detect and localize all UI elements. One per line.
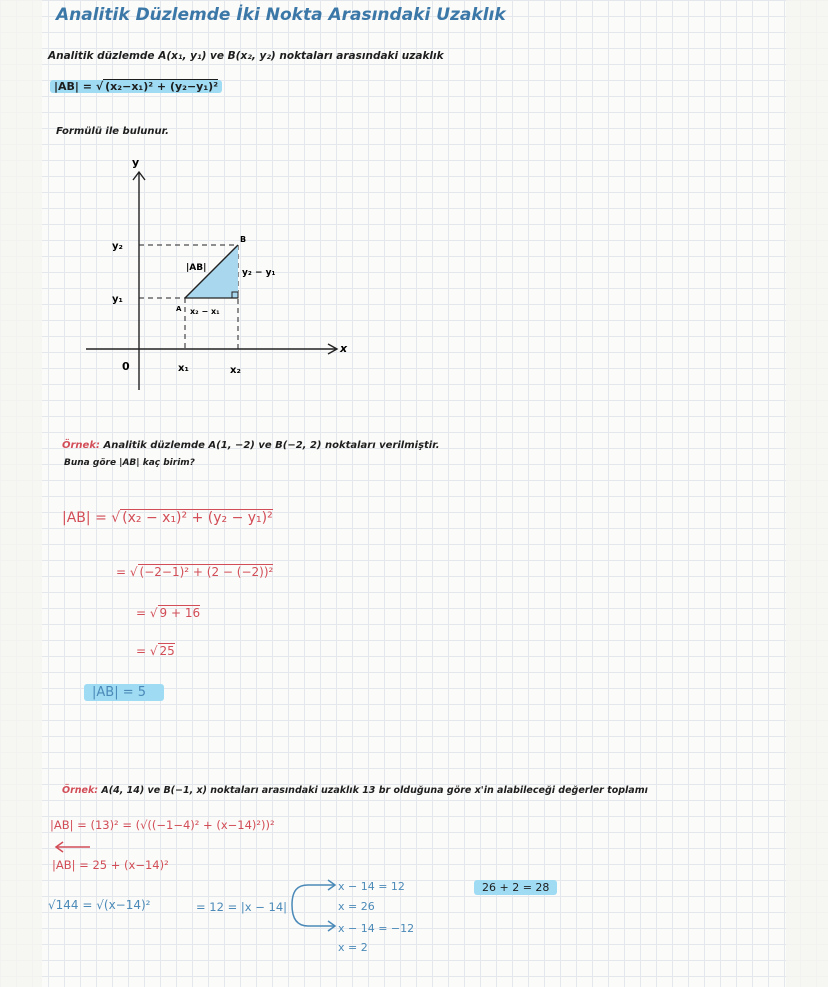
left-margin [0, 0, 42, 987]
example1-step3: = √ 9 + 16 [136, 606, 201, 620]
example1-step2: = √ (−2−1)² + (2 − (−2))² [116, 565, 274, 579]
example2-answer: 26 + 2 = 28 [474, 880, 557, 895]
ab-label: |AB| [186, 263, 207, 273]
y1-label: y₁ [112, 294, 123, 305]
step2-radical: (−2−1)² + (2 − (−2))² [139, 565, 274, 579]
branch-arrows-icon [288, 876, 340, 934]
step1-radical: (x₂ − x₁)² + (y₂ − y₁)² [122, 510, 273, 526]
example1-question: Buna göre |AB| kaç birim? [64, 458, 195, 468]
example2-line2: |AB| = 25 + (x−14)² [52, 858, 169, 872]
example2-line3: √144 = √(x−14)² [48, 898, 151, 912]
dx-label: x₂ − x₁ [190, 307, 220, 316]
example2-title [62, 785, 648, 796]
origin-label: 0 [122, 360, 130, 373]
case1-result: x = 26 [338, 900, 375, 913]
example1-step4: = √ 25 [136, 644, 175, 658]
step3-radical: 9 + 16 [159, 606, 201, 620]
example1-text: Analitik düzlemde A(1, −2) ve B(−2, 2) noktaları verilmiştir. [103, 440, 440, 451]
case2-equation: x − 14 = −12 [338, 922, 415, 935]
step3-eq: = [136, 606, 147, 620]
step4-eq: = [136, 644, 147, 658]
distance-formula: |AB| = √ (x₂−x₁)² + (y₂−y₁)² [50, 80, 222, 93]
page-title: Analitik Düzlemde İki Nokta Arasındaki Uzaklık [56, 5, 506, 25]
y-axis-label: y [132, 156, 140, 169]
example1-answer: |AB| = 5 [84, 684, 164, 701]
formula-lhs: |AB| = [54, 80, 92, 93]
y2-label: y₂ [112, 241, 123, 252]
example2-line1: |AB| = (13)² = (√((−1−4)² + (x−14)²))² [50, 818, 275, 832]
formula-note: Formülü ile bulunur. [56, 126, 169, 137]
case1-equation: x − 14 = 12 [338, 880, 405, 893]
coordinate-graph [72, 150, 372, 390]
point-a-label: A [176, 305, 182, 313]
x2-label: x₂ [230, 365, 241, 376]
right-margin [786, 0, 828, 987]
back-arrow-icon [52, 840, 92, 854]
dy-label: y₂ − y₁ [242, 268, 276, 278]
example1-step1: |AB| = √ (x₂ − x₁)² + (y₂ − y₁)² [62, 510, 273, 526]
x1-label: x₁ [178, 363, 189, 374]
intro-text: Analitik düzlemde A(x₁, y₁) ve B(x₂, y₂) noktaları arasındaki uzaklık [48, 50, 444, 62]
example1-title [62, 440, 440, 451]
example2-prefix: Örnek: [62, 785, 99, 796]
example2-text: A(4, 14) ve B(−1, x) noktaları arasındaki uzaklık 13 br olduğuna göre x'in alabileceği değerler toplamı [101, 785, 648, 796]
case2-result: x = 2 [338, 941, 368, 954]
x-axis-label: x [340, 342, 348, 355]
step1-lhs: |AB| = [62, 510, 107, 526]
step4-radical: 25 [159, 644, 175, 658]
point-b-label: B [240, 235, 247, 244]
notebook-page [42, 0, 786, 987]
example2-line4: = 12 = |x − 14| [196, 900, 288, 914]
example1-prefix: Örnek: [62, 440, 100, 451]
step2-eq: = [116, 565, 127, 579]
formula-radical: (x₂−x₁)² + (y₂−y₁)² [105, 80, 219, 93]
